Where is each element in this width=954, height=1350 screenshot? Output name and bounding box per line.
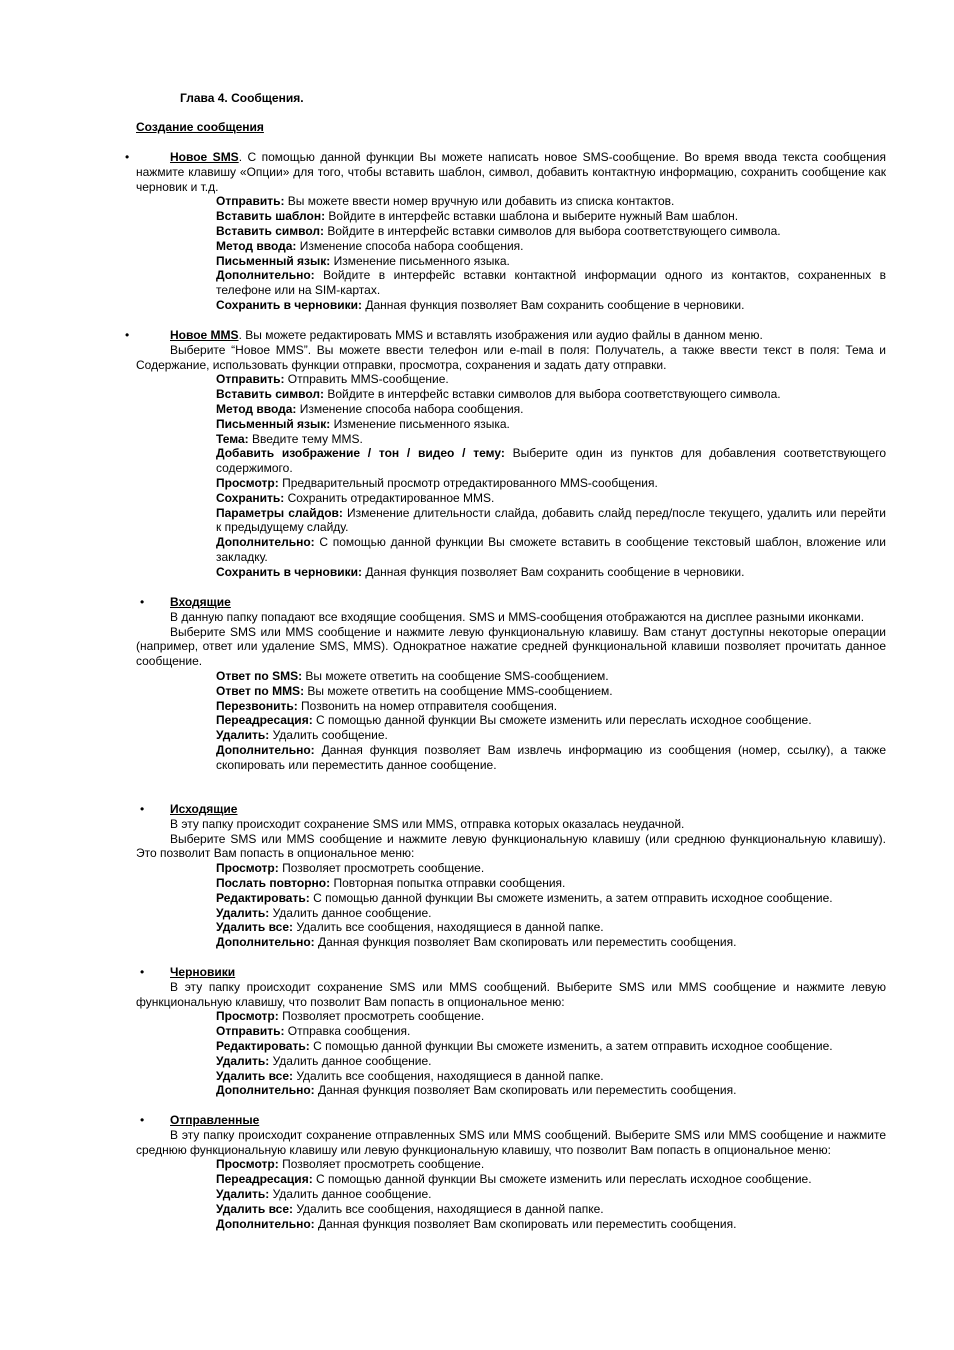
option-item	[216, 239, 886, 254]
option-item	[216, 491, 886, 506]
option-label: Дополнительно:	[216, 268, 315, 283]
option-label: Удалить все:	[216, 920, 294, 935]
section-heading: Новое SMS	[170, 150, 239, 164]
section-title: Создание сообщения	[136, 120, 264, 134]
option-text: Изменение письменного языка.	[330, 416, 510, 431]
option-label: Метод ввода:	[216, 238, 297, 253]
section-paragraph: В эту папку происходит сохранение SMS или MMS, отправка которых оказалась неудачной.	[170, 816, 685, 831]
option-item	[216, 935, 886, 950]
option-item	[216, 1172, 886, 1187]
option-item	[216, 1187, 886, 1202]
section-intro: Новое MMS. Вы можете редактировать MMS и вставлять изображения или аудио файлы в данном меню.	[170, 328, 763, 342]
option-item	[216, 728, 886, 743]
option-text: Позволяет просмотреть сообщение.	[278, 1009, 485, 1024]
option-label: Отправить:	[216, 194, 285, 209]
option-item	[216, 876, 886, 891]
option-item	[216, 506, 886, 536]
section-heading-line	[136, 595, 886, 610]
option-item	[216, 1054, 886, 1069]
option-item	[216, 1157, 886, 1172]
options-list	[216, 1157, 886, 1231]
option-item	[216, 298, 886, 313]
section-heading: Отправленные	[170, 1113, 260, 1127]
option-label: Дополнительно:	[216, 935, 315, 950]
option-label: Просмотр:	[216, 475, 279, 490]
option-label: Сохранить:	[216, 490, 285, 505]
option-label: Ответ по MMS:	[216, 683, 305, 698]
option-label: Просмотр:	[216, 1157, 279, 1172]
option-text: Отправить MMS-сообщение.	[284, 372, 449, 387]
section-new-sms	[125, 150, 886, 313]
option-text: Введите тему MMS.	[248, 431, 363, 446]
option-item	[216, 254, 886, 269]
section-outbox	[136, 802, 886, 950]
option-item	[216, 1024, 886, 1039]
section-heading: Входящие	[170, 595, 231, 609]
option-label: Удалить:	[216, 728, 270, 743]
option-text: Повторная попытка отправки сообщения.	[330, 875, 566, 890]
option-label: Письменный язык:	[216, 416, 331, 431]
option-text: Войдите в интерфейс вставки символов для выбора соответствующего символа.	[324, 387, 781, 402]
option-item	[216, 372, 886, 387]
option-text: Войдите в интерфейс вставки контактной информации одного из контактов, сохраненных в телефоне или на SIM-картах.	[216, 268, 886, 298]
option-text: Данная функция позволяет Вам скопировать или переместить сообщения.	[314, 1083, 737, 1098]
option-text: Изменение длительности слайда, добавить слайд перед/после текущего, удалить или перейти к предыдущему слайду.	[216, 505, 886, 535]
option-label: Переадресация:	[216, 1172, 313, 1187]
option-text: Удалить сообщение.	[269, 728, 388, 743]
option-item	[216, 743, 886, 773]
option-label: Метод ввода:	[216, 401, 297, 416]
option-item	[216, 432, 886, 447]
option-text: Изменение способа набора сообщения.	[296, 401, 524, 416]
section-heading-line	[136, 965, 886, 980]
option-item	[216, 1039, 886, 1054]
section-intro: Новое SMS. С помощью данной функции Вы можете написать новое SMS-сообщение. Во время ввода текста сообщения нажмите клавишу «Опции» для того, чтобы вставить шаблон, символ, добавить контактную информацию, сохранить сообщение как черновик и т.д.	[136, 150, 886, 194]
option-label: Удалить:	[216, 1186, 270, 1201]
option-text: Войдите в интерфейс вставки шаблона и выберите нужный Вам шаблон.	[325, 209, 739, 224]
option-label: Добавить изображение / тон / видео / тему:	[216, 446, 505, 461]
section-heading-line	[136, 1113, 886, 1128]
option-label: Дополнительно:	[216, 1083, 315, 1098]
option-text: Данная функция позволяет Вам скопировать или переместить сообщения.	[314, 1216, 737, 1231]
options-list	[216, 669, 886, 773]
option-label: Послать повторно:	[216, 875, 331, 890]
option-label: Перезвонить:	[216, 698, 298, 713]
option-item	[216, 1083, 886, 1098]
option-item	[216, 684, 886, 699]
option-label: Редактировать:	[216, 1038, 310, 1053]
option-label: Письменный язык:	[216, 253, 331, 268]
section-paragraph: Выберите SMS или MMS сообщение и нажмите левую функциональную клавишу (или среднюю функциональную клавишу). Это позволит Вам попасть в опциональное меню:	[136, 831, 886, 861]
option-item	[216, 669, 886, 684]
section-paragraph: Выберите SMS или MMS сообщение и нажмите левую функциональную клавишу. Вам станут доступны некоторые операции (например, ответ или удаление SMS, MMS). Однократное нажатие средней функциональной клавиши позволяет прочитать данное сообщение.	[136, 624, 886, 669]
option-text: Позволяет просмотреть сообщение.	[278, 1157, 485, 1172]
option-text: Позвонить на номер отправителя сообщения.	[297, 698, 558, 713]
options-list	[216, 194, 886, 312]
option-text: Изменение способа набора сообщения.	[296, 238, 524, 253]
section-heading: Новое MMS	[170, 328, 239, 342]
option-item	[216, 387, 886, 402]
section-heading-line	[136, 802, 886, 817]
option-text: Вы можете ответить на сообщение MMS-сообщением.	[304, 683, 613, 698]
option-text: Выберите один из пунктов для добавления соответствующего содержимого.	[216, 446, 886, 476]
option-item	[216, 402, 886, 417]
option-text: Позволяет просмотреть сообщение.	[278, 861, 485, 876]
option-item	[216, 713, 886, 728]
option-item	[216, 1217, 886, 1232]
option-label: Дополнительно:	[216, 742, 315, 757]
option-text: Вы можете ответить на сообщение SMS-сообщением.	[302, 668, 609, 683]
option-text: Удалить данное сообщение.	[269, 905, 432, 920]
option-item	[216, 565, 886, 580]
option-label: Вставить символ:	[216, 387, 325, 402]
bullet: •	[125, 328, 130, 342]
section-paragraph: В эту папку происходит сохранение отправленных SMS или MMS сообщений. Выберите SMS или MMS сообщение и нажмите среднюю функциональную клавишу или левую функциональную клавишу, что позволит Вам попасть в опциональное меню:	[136, 1127, 886, 1157]
option-item	[216, 906, 886, 921]
option-label: Сохранить в черновики:	[216, 564, 362, 579]
option-label: Дополнительно:	[216, 1216, 315, 1231]
option-item	[216, 224, 886, 239]
bullet: •	[140, 965, 145, 979]
option-item	[216, 920, 886, 935]
options-list	[216, 861, 886, 950]
option-item	[216, 476, 886, 491]
chapter-title: Глава 4. Сообщения.	[180, 91, 304, 105]
option-text: Удалить все сообщения, находящиеся в данной папке.	[293, 1201, 604, 1216]
option-label: Дополнительно:	[216, 535, 315, 550]
option-label: Удалить все:	[216, 1201, 294, 1216]
option-text: Отправка сообщения.	[284, 1024, 411, 1039]
option-label: Отправить:	[216, 1024, 285, 1039]
section-heading: Исходящие	[170, 802, 238, 816]
option-item	[216, 535, 886, 565]
option-text: Данная функция позволяет Вам скопировать или переместить сообщения.	[314, 935, 737, 950]
option-text: С помощью данной функции Вы сможете изменить, а затем отправить исходное сообщение.	[309, 890, 833, 905]
option-label: Переадресация:	[216, 713, 313, 728]
option-text: С помощью данной функции Вы сможете изменить или переслать исходное сообщение.	[312, 1172, 812, 1187]
option-item	[216, 209, 886, 224]
option-label: Удалить:	[216, 1053, 270, 1068]
option-text: Удалить данное сообщение.	[269, 1186, 432, 1201]
section-drafts	[136, 965, 886, 1098]
section-inbox	[136, 595, 886, 773]
option-label: Вставить шаблон:	[216, 209, 326, 224]
option-item	[216, 268, 886, 298]
option-label: Удалить все:	[216, 1068, 294, 1083]
option-text: Данная функция позволяет Вам сохранить сообщение в черновики.	[361, 564, 745, 579]
option-item	[216, 699, 886, 714]
option-text: Удалить все сообщения, находящиеся в данной папке.	[293, 1068, 604, 1083]
section-paragraph: В данную папку попадают все входящие сообщения. SMS и MMS-сообщения отображаются на дисплее разными иконками.	[170, 609, 865, 624]
option-text: Удалить данное сообщение.	[269, 1053, 432, 1068]
option-item	[216, 417, 886, 432]
option-item	[216, 1009, 886, 1024]
option-label: Просмотр:	[216, 861, 279, 876]
option-text: Вы можете ввести номер вручную или добавить из списка контактов.	[284, 194, 675, 209]
option-label: Тема:	[216, 431, 249, 446]
option-text: Сохранить отредактированное MMS.	[284, 490, 495, 505]
option-label: Отправить:	[216, 372, 285, 387]
options-list	[216, 372, 886, 579]
option-item	[216, 891, 886, 906]
option-text: Данная функция позволяет Вам сохранить сообщение в черновики.	[361, 297, 745, 312]
option-label: Вставить символ:	[216, 223, 325, 238]
option-label: Ответ по SMS:	[216, 668, 303, 683]
option-label: Удалить:	[216, 905, 270, 920]
option-item	[216, 1202, 886, 1217]
option-text: Удалить все сообщения, находящиеся в данной папке.	[293, 920, 604, 935]
option-text: С помощью данной функции Вы сможете вставить в сообщение текстовый шаблон, вложение или закладку.	[216, 535, 886, 564]
option-item	[216, 194, 886, 209]
section-heading: Черновики	[170, 965, 236, 979]
options-list	[216, 1009, 886, 1098]
option-item	[216, 1069, 886, 1084]
section-sent	[136, 1113, 886, 1231]
option-text: Войдите в интерфейс вставки символов для выбора соответствующего символа.	[324, 223, 781, 238]
option-text: С помощью данной функции Вы сможете изменить, а затем отправить исходное сообщение.	[309, 1038, 833, 1053]
section-new-mms	[125, 328, 886, 580]
option-label: Сохранить в черновики:	[216, 297, 362, 312]
option-text: Предварительный просмотр отредактированного MMS-сообщения.	[278, 475, 658, 490]
option-label: Просмотр:	[216, 1009, 279, 1024]
option-label: Параметры слайдов:	[216, 505, 343, 520]
option-text: Данная функция позволяет Вам извлечь информацию из сообщения (номер, ссылку), а также скопировать или переместить данное сообщение.	[216, 742, 886, 772]
bullet: •	[140, 1113, 145, 1127]
section-paragraph: В эту папку происходит сохранение SMS или MMS сообщений. Выберите SMS или MMS сообщение и нажмите левую функциональную клавишу, что позволит Вам попасть в опциональное меню:	[136, 979, 886, 1009]
option-text: Изменение письменного языка.	[330, 253, 510, 268]
bullet: •	[140, 802, 145, 816]
option-item	[216, 446, 886, 476]
option-item	[216, 861, 886, 876]
section-paragraph: Выберите “Новое MMS”. Вы можете ввести телефон или e-mail в поля: Получатель, а также ввести текст в поля: Тема и Содержание, использовать функции отправки, просмотра, сохранения и задать дату отправки.	[136, 342, 886, 372]
bullet: •	[125, 150, 130, 164]
bullet: •	[140, 595, 145, 609]
option-text: С помощью данной функции Вы сможете изменить или переслать исходное сообщение.	[312, 713, 812, 728]
option-label: Редактировать:	[216, 890, 310, 905]
